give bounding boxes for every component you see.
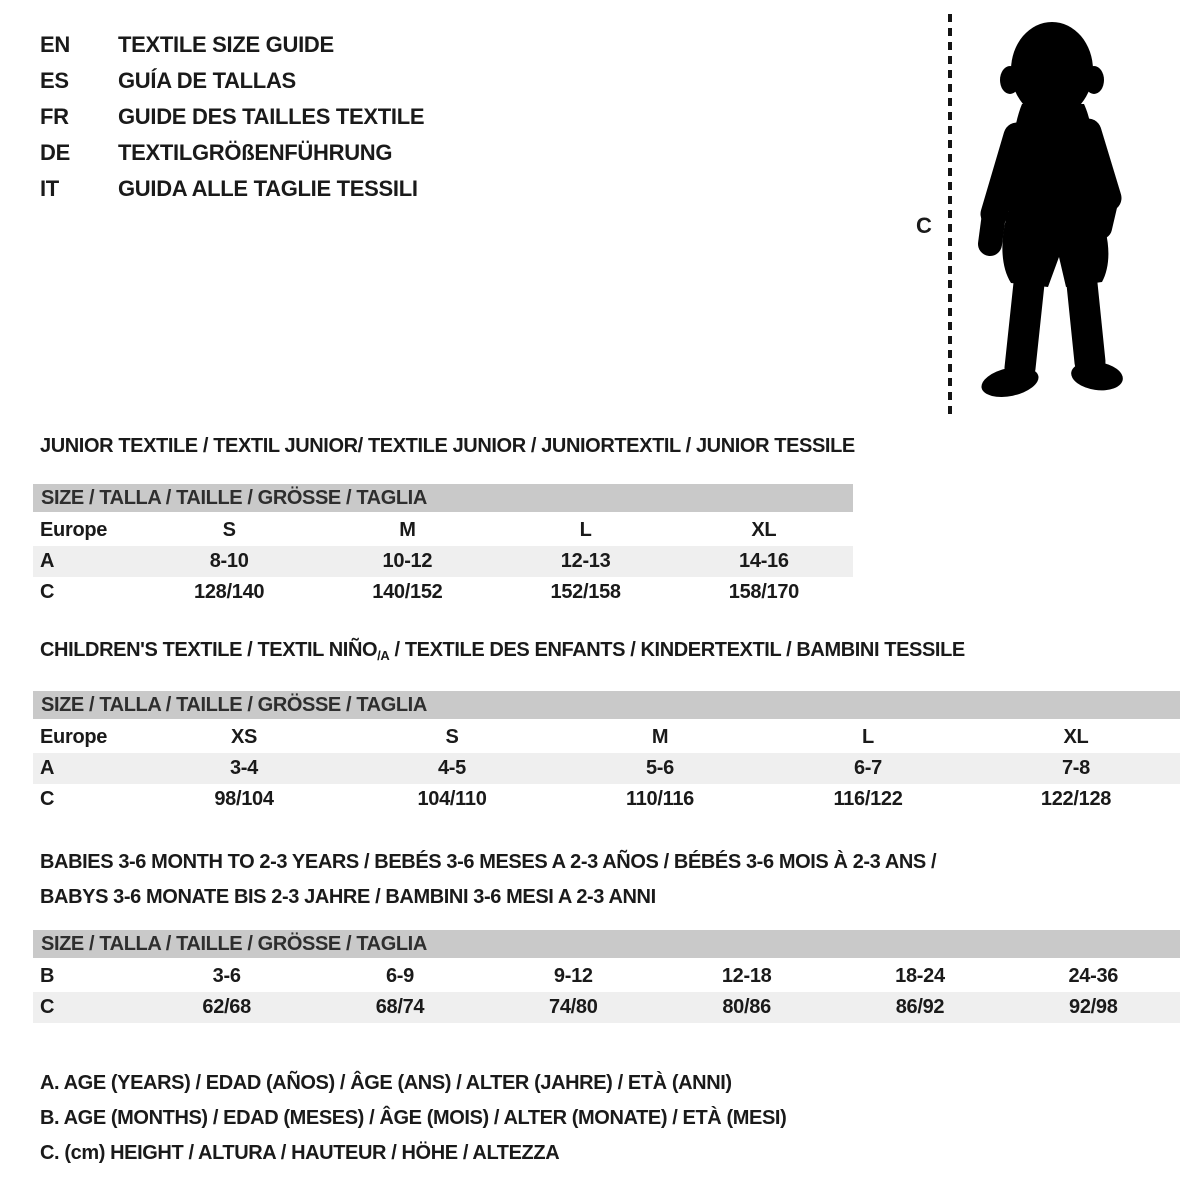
size-cell: 7-8 [1061, 757, 1090, 779]
toddler-silhouette-icon [962, 16, 1138, 420]
legend-line-a: A. AGE (YEARS) / EDAD (AÑOS) / ÂGE (ANS) / ALTER (JAHRE) / ETÀ (ANNI) [40, 1072, 732, 1094]
height-measure-dashed-line [948, 14, 952, 418]
size-header-label: SIZE / TALLA / TAILLE / GRÖSSE / TAGLIA [41, 486, 427, 509]
table-row [33, 546, 853, 577]
size-cell: 24-36 [1068, 965, 1119, 987]
language-list [40, 27, 424, 207]
size-cell: L [579, 519, 592, 541]
language-code: ES [40, 68, 69, 93]
size-cell: 6-9 [385, 965, 414, 987]
size-cell: 10-12 [382, 550, 433, 572]
size-cell: 152/158 [550, 581, 621, 603]
size-cell: 18-24 [895, 965, 945, 987]
language-row-de [40, 135, 424, 171]
size-cell: 104/110 [417, 788, 487, 810]
language-label: GUÍA DE TALLAS [118, 68, 296, 93]
size-cell: XL [751, 519, 777, 541]
row-label: B [40, 965, 55, 987]
size-cell: 6-7 [853, 757, 882, 779]
children-section-title [40, 639, 965, 663]
table-row [33, 515, 853, 546]
size-cell: 62/68 [202, 996, 251, 1018]
size-cell: 110/116 [626, 788, 694, 810]
size-cell: 4-5 [437, 757, 466, 779]
size-cell: 8-10 [209, 550, 249, 572]
table-row [33, 961, 1180, 992]
language-row-fr [40, 99, 424, 135]
row-label: C [40, 788, 55, 810]
size-cell: XL [1063, 726, 1089, 748]
babies-title-line2: BABYS 3-6 MONATE BIS 2-3 JAHRE / BAMBINI 3-6 MESI A 2-3 ANNI [40, 886, 656, 908]
size-header-label: SIZE / TALLA / TAILLE / GRÖSSE / TAGLIA [41, 932, 427, 955]
language-row-es [40, 63, 424, 99]
size-cell: M [399, 519, 416, 541]
babies-section-title [40, 845, 936, 915]
size-cell: 9-12 [553, 965, 593, 987]
row-label: Europe [40, 519, 108, 541]
size-header-bar [33, 930, 1180, 958]
legend-line-c: C. (cm) HEIGHT / ALTURA / HAUTEUR / HÖHE / ALTEZZA [40, 1142, 560, 1164]
size-cell: 3-6 [212, 965, 241, 987]
row-label: C [40, 996, 55, 1018]
size-cell: 98/104 [214, 788, 274, 810]
size-cell: 140/152 [372, 581, 443, 603]
size-cell: 74/80 [549, 996, 598, 1018]
size-cell: 128/140 [194, 581, 265, 603]
size-cell: M [651, 726, 669, 748]
size-cell: 3-4 [229, 757, 258, 779]
language-row-it [40, 171, 424, 207]
size-cell: 116/122 [833, 788, 903, 810]
legend-line-b: B. AGE (MONTHS) / EDAD (MESES) / ÂGE (MOIS) / ALTER (MONATE) / ETÀ (MESI) [40, 1107, 787, 1129]
language-code: IT [40, 176, 59, 201]
language-label: GUIDE DES TAILLES TEXTILE [118, 104, 425, 129]
language-code: EN [40, 32, 70, 57]
size-cell: 14-16 [739, 550, 789, 572]
row-label: A [40, 757, 55, 779]
table-row [33, 722, 1180, 753]
size-cell: 5-6 [645, 757, 674, 779]
measure-label-c: C [916, 213, 932, 238]
size-cell: 122/128 [1040, 788, 1112, 810]
size-cell: 68/74 [375, 996, 425, 1018]
language-label: GUIDA ALLE TAGLIE TESSILI [118, 176, 418, 201]
size-cell: L [862, 726, 874, 748]
size-cell: 86/92 [895, 996, 945, 1018]
junior-size-table [33, 484, 853, 608]
table-row [33, 784, 1180, 815]
row-label: C [40, 581, 55, 603]
size-cell: S [445, 726, 459, 748]
table-row [33, 753, 1180, 784]
size-cell: S [222, 519, 236, 541]
language-row-en [40, 27, 424, 63]
children-title-subscript: /A [377, 648, 390, 663]
babies-size-table [33, 930, 1180, 1023]
language-label: TEXTILE SIZE GUIDE [118, 32, 334, 57]
measurement-legend [40, 1066, 786, 1171]
size-cell: 80/86 [722, 996, 771, 1018]
row-label: Europe [40, 726, 108, 748]
table-row [33, 992, 1180, 1023]
size-cell: 12-13 [560, 550, 611, 572]
size-header-bar [33, 484, 853, 512]
row-label: A [40, 550, 55, 572]
size-cell: 158/170 [728, 581, 799, 603]
children-size-table [33, 691, 1180, 815]
size-header-bar [33, 691, 1180, 719]
language-code: FR [40, 104, 69, 129]
babies-title-line1: BABIES 3-6 MONTH TO 2-3 YEARS / BEBÉS 3-6 MESES A 2-3 AÑOS / BÉBÉS 3-6 MOIS À 2-3 ANS / [40, 851, 937, 873]
children-title-text: CHILDREN'S TEXTILE / TEXTIL NIÑO [40, 639, 378, 661]
size-cell: XS [230, 726, 258, 748]
language-label: TEXTILGRÖßENFÜHRUNG [118, 140, 393, 165]
size-header-label: SIZE / TALLA / TAILLE / GRÖSSE / TAGLIA [41, 693, 427, 716]
language-code: DE [40, 140, 70, 165]
size-cell: 12-18 [721, 965, 772, 987]
table-row [33, 577, 853, 608]
children-title-text: / TEXTILE DES ENFANTS / KINDERTEXTIL / BAMBINI TESSILE [389, 639, 965, 661]
size-cell: 92/98 [1069, 996, 1118, 1018]
junior-section-title: JUNIOR TEXTILE / TEXTIL JUNIOR/ TEXTILE JUNIOR / JUNIORTEXTIL / JUNIOR TESSILE [40, 435, 855, 457]
